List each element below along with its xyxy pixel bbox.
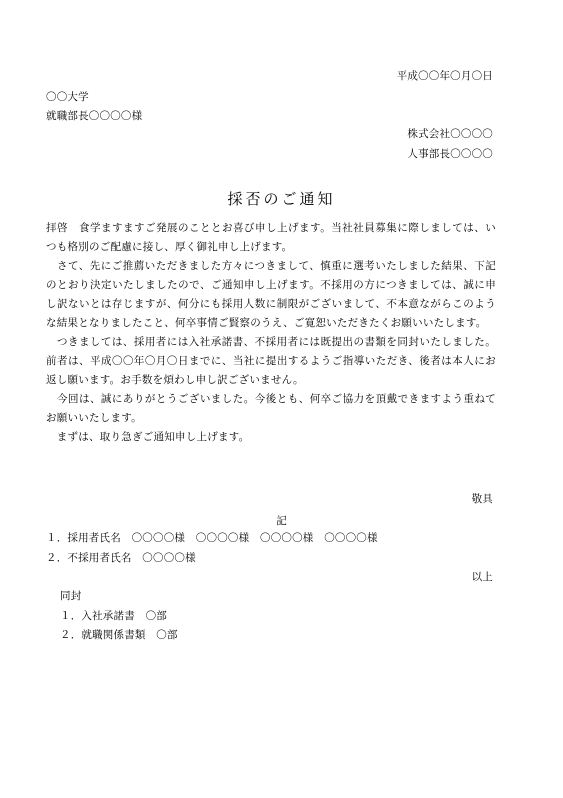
body-paragraph: まずは、取り急ぎご通知申し上げます。 (46, 431, 250, 443)
body-paragraph: つきましては、採用者には入社承諾書、不採用者には既提出の書類を同封いたしました。前者は、平成〇〇年〇月〇日までに、当社に提出するようご指導いただき、後者は本人にお返し願います。お手数を煩わし申し訳ございません。 (46, 336, 496, 386)
body-paragraph: さて、先にご推薦いただきました方々につきまして、慎重に選考いたしました結果、下記のとおり決定いたしましたので、ご通知申し上げます。不採用の方につきましては、誠に申し訳ないとは存じますが、何分にも採用人数に制限がございまして、不本意ながらこのような結果となりましたこと、何卒事情ご賢察のうえ、ご寛恕いただきたくお願いいたします。 (46, 260, 496, 329)
sender-person: 人事部長〇〇〇〇 (407, 148, 493, 160)
ijou-mark: 以上 (471, 571, 493, 583)
list-item: １．採用者氏名 〇〇〇〇様 〇〇〇〇様 〇〇〇〇様 〇〇〇〇様 (46, 532, 378, 544)
closing-keigu: 敬具 (471, 493, 493, 505)
enclosure-item: ２．就職関係書類 〇部 (60, 629, 178, 641)
letter-title: 採否のご通知 (227, 190, 336, 208)
enclosure-heading: 同封 (60, 590, 82, 602)
list-item: ２．不採用者氏名 〇〇〇〇様 (46, 552, 196, 564)
ki-heading: 記 (276, 515, 287, 527)
sender-company: 株式会社〇〇〇〇 (407, 128, 493, 140)
letter-date: 平成〇〇年〇月〇日 (396, 70, 493, 82)
recipient-person: 就職部長〇〇〇〇様 (46, 110, 143, 122)
enclosure-item: １．入社承諾書 〇部 (60, 610, 167, 622)
recipient-university: 〇〇大学 (46, 91, 89, 103)
body-paragraph: 今回は、誠にありがとうございました。今後とも、何卒ご協力を頂戴できますよう重ねてお願いいたします。 (46, 393, 496, 424)
body-paragraph: 拝啓 食学ますますご発展のこととお喜び申し上げます。当社社員募集に際しましては、いつも格別のご配慮に接し、厚く御礼申し上げます。 (46, 222, 496, 253)
letter-body (46, 219, 496, 447)
